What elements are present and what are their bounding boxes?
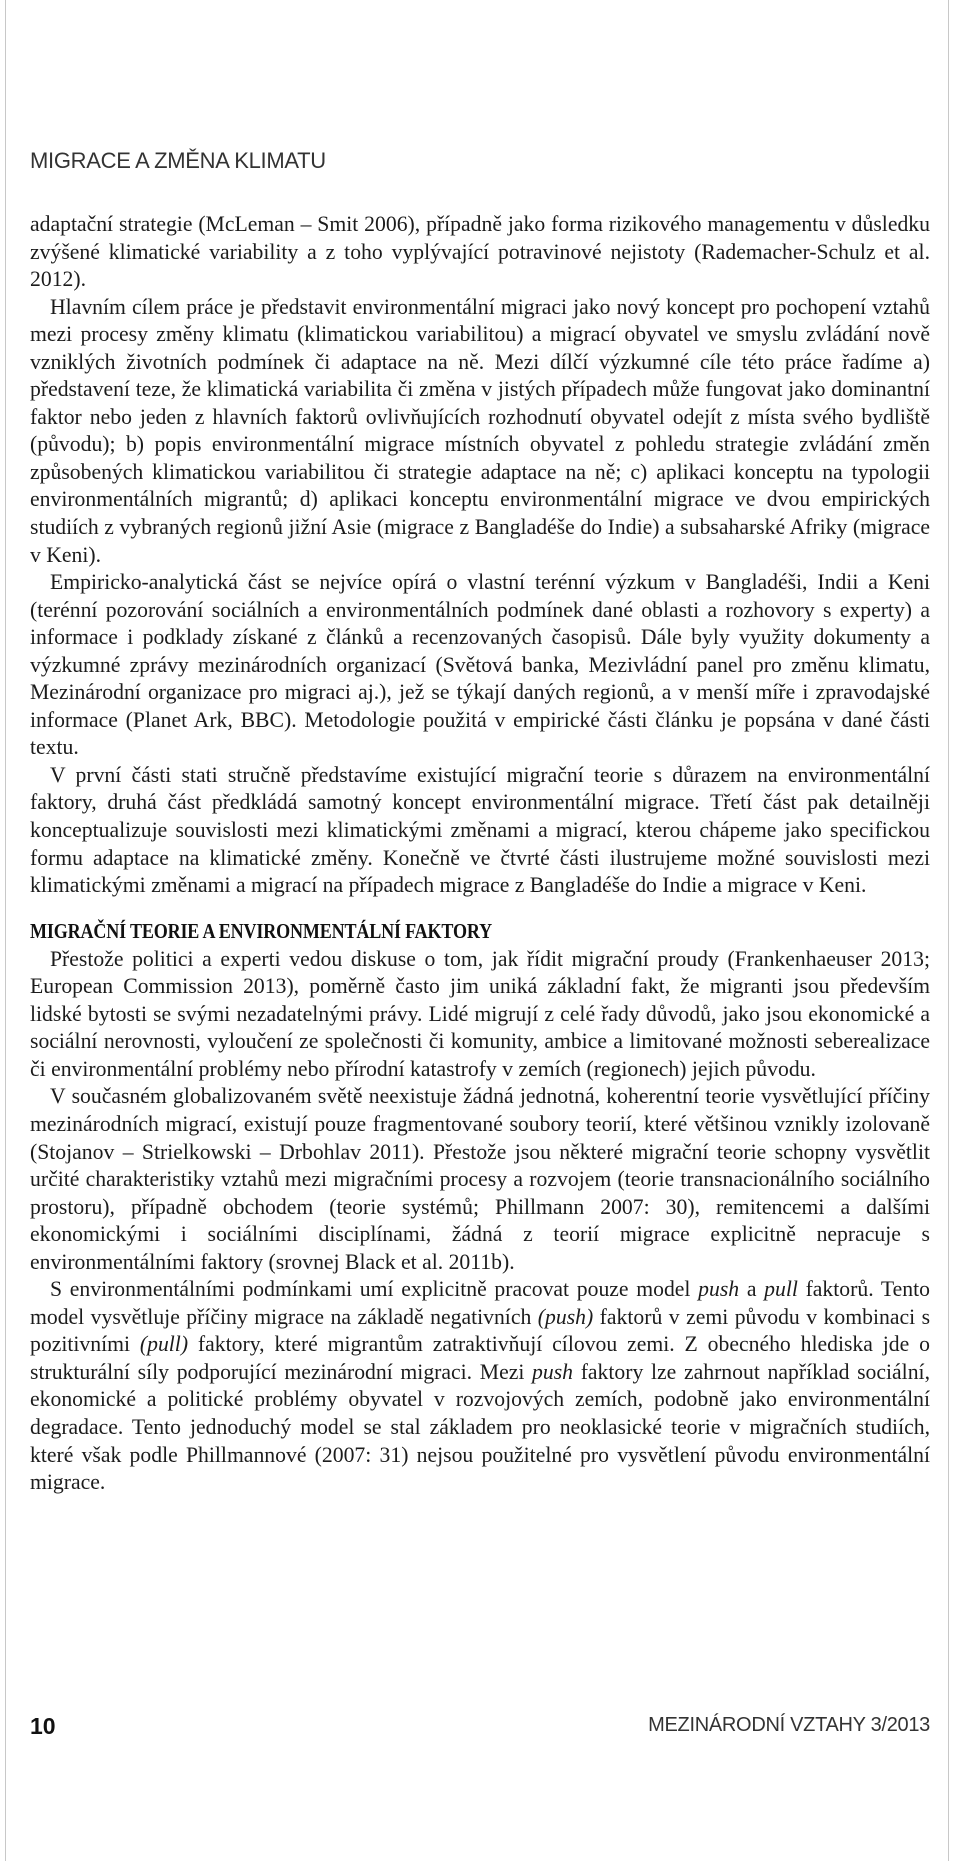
italic-term: push [698, 1277, 740, 1302]
text-run: a [739, 1277, 765, 1302]
text-run: S environmentálními podmínkami umí explicitně pracovat pouze model [50, 1277, 699, 1302]
section-heading: MIGRAČNÍ TEORIE A ENVIRONMENTÁLNÍ FAKTORY [30, 918, 492, 943]
article-body [30, 211, 930, 1497]
paragraph-section-1: Přestože politici a experti vedou diskuse o tom, jak řídit migrační proudy (Frankenhaeuser 2013; European Commission 2013), poměrně často jim uniká základní fakt, že migranti jsou především lidské bytosti se svými nezadatelnými právy. Lidé migrují z celé řady důvodů, jako jsou ekonomické a sociální nerovnosti, vyloučení ze společnosti či komunity, ambice a limitované možnosti seberealizace či environmentální problémy nebo přírodní katastrofy v zemích (regionech) jejich původu. [30, 946, 930, 1081]
italic-term: (pull) [139, 1332, 189, 1357]
italic-term: pull [764, 1277, 798, 1302]
journal-footer: MEZINÁRODNÍ VZTAHY 3/2013 [648, 1714, 930, 1736]
paragraph-intro-2: Hlavním cílem práce je představit environmentální migraci jako nový koncept pro pochopení vztahů mezi procesy změny klimatu (klimatickou variabilitou) a migrací obyvatel ve smyslu zvládání nově vzniklých životních podmínek či adaptace na ně. Mezi dílčí výzkumné cíle této práce řadíme a) představení teze, že klimatická variabilita či změna v jistých případech může fungovat jako dominantní faktor nebo jeden z hlavních faktorů ovlivňujících rozhodnutí obyvatel odejít z místa svého bydliště (původu); b) popis environmentální migrace místních obyvatel z pohledu strategie zvládání změn způsobených klimatickou variabilitou či strategie adaptace na ně; c) aplikaci konceptu na typologii environmentálních migrantů; d) aplikaci konceptu environmentální migrace ve dvou empirických studiích z vybraných regionů jižní Asie (migrace z Bangladéše do Indie) a subsaharské Afriky (migrace v Keni). [30, 294, 930, 567]
text-run: faktory lze zahrnout například sociální, ekonomické a politické problémy obyvatel v rozvojových zemích, podobně jako environmentální degradace. Tento jednoduchý model se stal základem pro neoklasické teorie v migračních studiích, které však podle Phillmannové (2007: 31) nejsou použitelné pro vysvětlení původu environmentální migrace. [30, 1359, 930, 1495]
text-run: faktorů. Tento model vysvětluje příčiny migrace na základě negativních [30, 1277, 930, 1329]
paragraph-section-2: V současném globalizovaném světě neexistuje žádná jednotná, koherentní teorie vysvětlující příčiny mezinárodních migrací, existují pouze fragmentované soubory teorií, které většinou vznikly izolovaně (Stojanov – Strielkowski – Drbohlav 2011). Přestože jsou některé migrační teorie schopny vysvětlit určité charakteristiky vztahů mezi migračními procesy a rozvojem (teorie transnacionálního sociálního prostoru), případně obchodem (teorie systémů; Phillmann 2007: 30), remitencemi a dalšími ekonomickými i sociálními disciplínami, žádná z teorií migrace explicitně nepracuje s environmentálními faktory (srovnej Black et al. 2011b). [30, 1084, 930, 1274]
text-run: faktory, které migrantům zatraktivňují cílovou zemi. Z obecného hlediska jde o strukturální síly podporující mezinárodní migraci. Mezi [30, 1332, 930, 1384]
paragraph-section-3 [30, 1276, 930, 1496]
text-run: faktorů v zemi původu v kombinaci s pozitivními [30, 1304, 931, 1357]
running-header: MIGRACE A ZMĚNA KLIMATU [30, 148, 326, 173]
page-number: 10 [30, 1713, 56, 1739]
paragraph-intro-1: adaptační strategie (McLeman – Smit 2006), případně jako forma rizikového managementu v důsledku zvýšené klimatické variability a z toho vyplývající potravinové nejistoty (Rademacher-Schulz et al. 2012). [30, 212, 930, 292]
italic-term: push [532, 1359, 574, 1384]
paragraph-intro-4: V první části stati stručně představíme existující migrační teorie s důrazem na environmentální faktory, druhá část předkládá samotný koncept environmentální migrace. Třetí část pak detailněji konceptualizuje souvislosti mezi klimatickými změnami a migrací, kterou chápeme jako specifickou formu adaptace na klimatické změny. Konečně ve čtvrté části ilustrujeme možné souvislosti mezi klimatickými změnami a migrací na případech migrace z Bangladéše do Indie a migrace v Keni. [30, 762, 930, 898]
paragraph-intro-3: Empiricko-analytická část se nejvíce opírá o vlastní terénní výzkum v Bangladéši, Indii a Keni (terénní pozorování sociálních a environmentálních podmínek dané oblasti a rozhovory s experty) a informace i podklady získané z článků a recenzovaných časopisů. Dále byly využity dokumenty a výzkumné zprávy mezinárodních organizací (Světová banka, Mezivládní panel pro změnu klimatu, Mezinárodní organizace pro migraci aj.), jež se týkají daných regionů, a v menší míře i zpravodajské informace (Planet Ark, BBC). Metodologie použitá v empirické části článku je popsána v dané části textu. [30, 570, 930, 760]
italic-term: (push) [537, 1304, 594, 1329]
